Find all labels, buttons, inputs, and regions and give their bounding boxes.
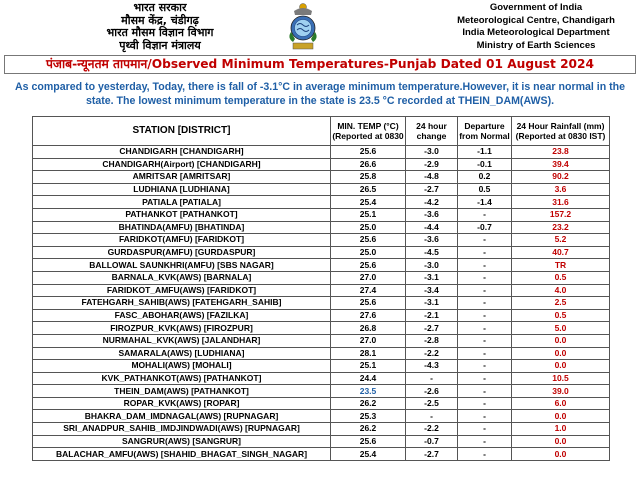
min-temp-cell: 25.6: [331, 259, 406, 272]
departure-cell: -: [458, 347, 512, 360]
hindi-line: पृथ्वी विज्ञान मंत्रालय: [119, 38, 201, 52]
table-header-row: [33, 117, 610, 146]
min-temp-cell: 25.6: [331, 234, 406, 247]
change-header: 24 hour change: [406, 117, 458, 146]
change-cell: -4.3: [406, 360, 458, 373]
hindi-line: मौसम केंद्र, चंडीगढ़: [121, 13, 199, 27]
station-cell: AMRITSAR [AMRITSAR]: [33, 171, 331, 184]
table-row: [33, 196, 610, 209]
english-line: Meteorological Centre, Chandigarh: [457, 14, 615, 26]
table-row: [33, 423, 610, 436]
station-cell: SRI_ANADPUR_SAHIB_IMDJINDWADI(AWS) [RUPNAGAR]: [33, 423, 331, 436]
rainfall-cell: TR: [512, 259, 610, 272]
station-cell: PATIALA [PATIALA]: [33, 196, 331, 209]
table-row: [33, 208, 610, 221]
station-cell: MOHALI(AWS) [MOHALI]: [33, 360, 331, 373]
bulletin-title: पंजाब-न्यूनतम तापमान/Observed Minimum Temperatures-Punjab Dated 01 August 2024: [4, 55, 636, 74]
min-temp-cell: 25.1: [331, 208, 406, 221]
rainfall-header: 24 Hour Rainfall (mm) (Reported at 0830 IST): [512, 117, 610, 146]
table-row: [33, 435, 610, 448]
station-cell: FATEHGARH_SAHIB(AWS) [FATEHGARH_SAHIB]: [33, 297, 331, 310]
change-cell: -3.1: [406, 297, 458, 310]
change-cell: -3.0: [406, 146, 458, 159]
change-cell: -2.7: [406, 322, 458, 335]
station-cell: ROPAR_KVK(AWS) [ROPAR]: [33, 397, 331, 410]
header: [0, 0, 640, 54]
rainfall-cell: 0.5: [512, 271, 610, 284]
change-cell: -2.2: [406, 423, 458, 436]
table-row: [33, 410, 610, 423]
rainfall-cell: 0.0: [512, 435, 610, 448]
departure-cell: -0.1: [458, 158, 512, 171]
departure-cell: -: [458, 372, 512, 385]
table-row: [33, 171, 610, 184]
table-row: [33, 271, 610, 284]
min-temp-cell: 26.8: [331, 322, 406, 335]
change-cell: -2.6: [406, 385, 458, 398]
min-temp-cell: 26.2: [331, 397, 406, 410]
station-cell: FARIDKOT_AMFU(AWS) [FARIDKOT]: [33, 284, 331, 297]
departure-cell: -: [458, 309, 512, 322]
table-row: [33, 322, 610, 335]
change-cell: -3.6: [406, 234, 458, 247]
hindi-line: भारत सरकार: [133, 1, 187, 14]
rainfall-cell: 39.0: [512, 385, 610, 398]
departure-cell: -: [458, 322, 512, 335]
change-cell: -2.7: [406, 448, 458, 461]
min-temp-cell: 27.0: [331, 271, 406, 284]
min-temp-cell: 28.1: [331, 347, 406, 360]
station-cell: FARIDKOT(AMFU) [FARIDKOT]: [33, 234, 331, 247]
min-temp-cell: 24.4: [331, 372, 406, 385]
departure-cell: -: [458, 385, 512, 398]
english-line: Ministry of Earth Sciences: [476, 39, 596, 51]
rainfall-cell: 5.0: [512, 322, 610, 335]
min-temp-cell: 26.6: [331, 158, 406, 171]
departure-cell: -: [458, 397, 512, 410]
rainfall-cell: 157.2: [512, 208, 610, 221]
station-header: STATION [DISTRICT]: [33, 117, 331, 146]
hindi-letterhead: [60, 2, 260, 52]
rainfall-cell: 10.5: [512, 372, 610, 385]
change-cell: -3.0: [406, 259, 458, 272]
hindi-line: भारत मौसम विज्ञान विभाग: [106, 26, 214, 39]
table-row: [33, 183, 610, 196]
departure-cell: 0.2: [458, 171, 512, 184]
english-line: India Meteorological Department: [462, 27, 610, 38]
rainfall-cell: 5.2: [512, 234, 610, 247]
table-row: [33, 397, 610, 410]
departure-cell: -: [458, 360, 512, 373]
change-cell: -4.4: [406, 221, 458, 234]
table-row: [33, 284, 610, 297]
rainfall-cell: 3.6: [512, 183, 610, 196]
min-temp-header: MIN. TEMP (°C) (Reported at 0830: [331, 117, 406, 146]
station-cell: GURDASPUR(AMFU) [GURDASPUR]: [33, 246, 331, 259]
departure-cell: -: [458, 334, 512, 347]
rainfall-cell: 2.5: [512, 297, 610, 310]
min-temp-cell: 25.4: [331, 448, 406, 461]
departure-cell: 0.5: [458, 183, 512, 196]
station-cell: FIROZPUR_KVK(AWS) [FIROZPUR]: [33, 322, 331, 335]
station-cell: PATHANKOT [PATHANKOT]: [33, 208, 331, 221]
station-cell: KVK_PATHANKOT(AWS) [PATHANKOT]: [33, 372, 331, 385]
station-cell: SAMARALA(AWS) [LUDHIANA]: [33, 347, 331, 360]
rainfall-cell: 23.2: [512, 221, 610, 234]
rainfall-cell: 0.0: [512, 347, 610, 360]
departure-cell: -: [458, 234, 512, 247]
change-cell: -4.8: [406, 171, 458, 184]
change-cell: -2.1: [406, 309, 458, 322]
rainfall-cell: 39.4: [512, 158, 610, 171]
station-cell: THEIN_DAM(AWS) [PATHANKOT]: [33, 385, 331, 398]
change-cell: -2.7: [406, 183, 458, 196]
min-temp-cell: 26.5: [331, 183, 406, 196]
min-temp-cell: 25.1: [331, 360, 406, 373]
departure-cell: -1.1: [458, 146, 512, 159]
change-cell: -2.8: [406, 334, 458, 347]
departure-cell: -: [458, 435, 512, 448]
station-cell: CHANDIGARH(Airport) [CHANDIGARH]: [33, 158, 331, 171]
table-row: [33, 297, 610, 310]
table-row: [33, 448, 610, 461]
change-cell: -3.6: [406, 208, 458, 221]
min-temp-cell: 27.0: [331, 334, 406, 347]
table-row: [33, 158, 610, 171]
station-cell: NURMAHAL_KVK(AWS) [JALANDHAR]: [33, 334, 331, 347]
rainfall-cell: 90.2: [512, 171, 610, 184]
table-body: [33, 146, 610, 461]
change-cell: -2.2: [406, 347, 458, 360]
table-row: [33, 347, 610, 360]
station-cell: SANGRUR(AWS) [SANGRUR]: [33, 435, 331, 448]
departure-header: Departure from Normal: [458, 117, 512, 146]
min-temp-cell: 27.6: [331, 309, 406, 322]
min-temp-cell: 25.8: [331, 171, 406, 184]
station-cell: CHANDIGARH [CHANDIGARH]: [33, 146, 331, 159]
station-cell: BALACHAR_AMFU(AWS) [SHAHID_BHAGAT_SINGH_NAGAR]: [33, 448, 331, 461]
station-cell: LUDHIANA [LUDHIANA]: [33, 183, 331, 196]
table-row: [33, 385, 610, 398]
min-temp-cell: 25.6: [331, 297, 406, 310]
min-temp-cell: 26.2: [331, 423, 406, 436]
english-letterhead: [438, 2, 634, 52]
change-cell: -4.2: [406, 196, 458, 209]
min-temp-cell: 25.6: [331, 146, 406, 159]
rainfall-cell: 6.0: [512, 397, 610, 410]
table-row: [33, 334, 610, 347]
station-cell: BALLOWAL SAUNKHRI(AMFU) [SBS NAGAR]: [33, 259, 331, 272]
rainfall-cell: 4.0: [512, 284, 610, 297]
min-temp-cell: 25.0: [331, 246, 406, 259]
departure-cell: -: [458, 208, 512, 221]
rainfall-cell: 23.8: [512, 146, 610, 159]
rainfall-cell: 0.0: [512, 448, 610, 461]
departure-cell: -: [458, 410, 512, 423]
table-row: [33, 221, 610, 234]
min-temp-cell: 25.0: [331, 221, 406, 234]
imd-emblem-icon: [282, 1, 324, 53]
temperature-table: [32, 116, 610, 461]
departure-cell: -1.4: [458, 196, 512, 209]
min-temp-cell: 25.4: [331, 196, 406, 209]
change-cell: -2.9: [406, 158, 458, 171]
change-cell: -3.4: [406, 284, 458, 297]
change-cell: -3.1: [406, 271, 458, 284]
min-temp-cell: 25.6: [331, 435, 406, 448]
rainfall-cell: 0.0: [512, 360, 610, 373]
table-row: [33, 372, 610, 385]
table-row: [33, 146, 610, 159]
min-temp-cell: 25.3: [331, 410, 406, 423]
departure-cell: -: [458, 284, 512, 297]
station-cell: BHAKRA_DAM_IMDNAGAL(AWS) [RUPNAGAR]: [33, 410, 331, 423]
table-row: [33, 259, 610, 272]
departure-cell: -: [458, 271, 512, 284]
departure-cell: -: [458, 259, 512, 272]
rainfall-cell: 0.5: [512, 309, 610, 322]
rainfall-cell: 0.0: [512, 334, 610, 347]
station-cell: BHATINDA(AMFU) [BHATINDA]: [33, 221, 331, 234]
departure-cell: -: [458, 423, 512, 436]
rainfall-cell: 0.0: [512, 410, 610, 423]
change-cell: -2.5: [406, 397, 458, 410]
table-row: [33, 360, 610, 373]
departure-cell: -: [458, 448, 512, 461]
departure-cell: -: [458, 297, 512, 310]
min-temp-cell: 27.4: [331, 284, 406, 297]
change-cell: -: [406, 410, 458, 423]
change-cell: -0.7: [406, 435, 458, 448]
table-row: [33, 234, 610, 247]
station-cell: BARNALA_KVK(AWS) [BARNALA]: [33, 271, 331, 284]
english-line: Government of India: [489, 2, 583, 13]
change-cell: -: [406, 372, 458, 385]
change-cell: -4.5: [406, 246, 458, 259]
table-row: [33, 246, 610, 259]
rainfall-cell: 1.0: [512, 423, 610, 436]
min-temp-cell: 23.5: [331, 385, 406, 398]
departure-cell: -0.7: [458, 221, 512, 234]
table-row: [33, 309, 610, 322]
station-cell: FASC_ABOHAR(AWS) [FAZILKA]: [33, 309, 331, 322]
rainfall-cell: 40.7: [512, 246, 610, 259]
summary-text: As compared to yesterday, Today, there is fall of -3.1°C in average minimum temperature.However, it is near normal in the state. The lowest minimum temperature in the state is 23.5 °C recorded at THEIN_DAM(AWS).: [14, 81, 626, 107]
rainfall-cell: 31.6: [512, 196, 610, 209]
departure-cell: -: [458, 246, 512, 259]
